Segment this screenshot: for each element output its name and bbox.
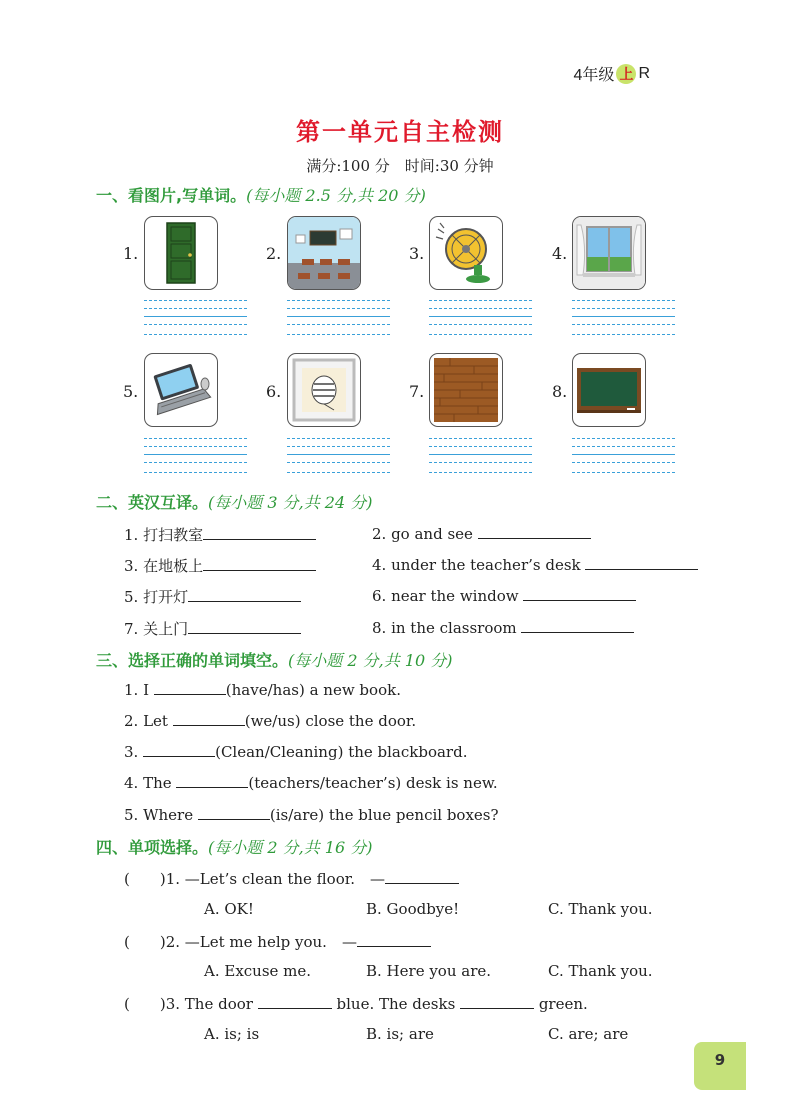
item-number: 8.: [552, 382, 568, 401]
window-icon: [573, 217, 645, 289]
item-number: 2.: [266, 244, 282, 263]
choice-question: ( )1. —Let’s clean the floor. —: [124, 868, 459, 889]
translate-item: 3. 在地板上: [124, 555, 316, 576]
answer-blank[interactable]: [460, 994, 534, 1009]
answer-blank[interactable]: [385, 869, 459, 884]
grade-mark: 上: [616, 64, 636, 84]
answer-paren[interactable]: ( ): [124, 870, 166, 888]
fill-item: 2. Let (we/us) close the door.: [124, 712, 417, 730]
picture-picture: [287, 353, 361, 427]
grade-prefix: 4年级: [573, 67, 615, 84]
option-a: A. Excuse me.: [204, 962, 312, 980]
answer-blank[interactable]: [176, 773, 248, 788]
answer-lines[interactable]: [572, 438, 675, 473]
section1-title: 一、看图片,写单词。: [96, 186, 247, 205]
translate-item: 5. 打开灯: [124, 586, 301, 607]
option-a: A. is; is: [204, 1025, 260, 1043]
translate-item: 8. in the classroom: [372, 618, 634, 637]
answer-blank[interactable]: [585, 555, 698, 570]
answer-lines[interactable]: [144, 300, 247, 335]
classroom-icon: [288, 217, 360, 289]
answer-blank[interactable]: [198, 805, 270, 820]
answer-lines[interactable]: [572, 300, 675, 335]
answer-paren[interactable]: ( ): [124, 995, 166, 1013]
grade-label: [574, 62, 650, 85]
answer-blank[interactable]: [521, 618, 634, 633]
grade-suffix: R: [638, 64, 650, 82]
section4-title: 四、单项选择。: [96, 838, 209, 857]
classroom-picture: [287, 216, 361, 290]
section2-title: 二、英汉互译。: [96, 493, 209, 512]
option-a: A. OK!: [204, 900, 254, 918]
picture-icon: [288, 354, 360, 426]
choice-question: ( )2. —Let me help you. —: [124, 931, 431, 952]
answer-blank[interactable]: [173, 711, 245, 726]
computer-picture: [144, 353, 218, 427]
computer-icon: [145, 354, 217, 426]
answer-paren[interactable]: ( ): [124, 933, 166, 951]
option-b: B. is; are: [366, 1025, 434, 1043]
blackboard-icon: [573, 354, 645, 426]
floor-picture: [429, 353, 503, 427]
translate-item: 6. near the window: [372, 586, 636, 605]
fan-icon: [430, 217, 502, 289]
translate-item: 2. go and see: [372, 524, 591, 543]
item-number: 3.: [409, 244, 425, 263]
fan-picture: [429, 216, 503, 290]
translate-item: 7. 关上门: [124, 618, 301, 639]
section3-title: 三、选择正确的单词填空。: [96, 651, 289, 670]
choice-question: ( )3. The door blue. The desks green.: [124, 995, 588, 1013]
answer-blank[interactable]: [203, 556, 316, 571]
score-line: 满分:100 分 时间:30 分钟: [306, 157, 494, 175]
item-number: 5.: [123, 382, 139, 401]
answer-blank[interactable]: [143, 742, 215, 757]
answer-lines[interactable]: [287, 300, 390, 335]
option-c: C. Thank you.: [548, 962, 653, 980]
section3-heading: [96, 648, 452, 671]
translate-item: 1. 打扫教室: [124, 524, 316, 545]
answer-blank[interactable]: [357, 932, 431, 947]
page-title: 第一单元自主检测: [296, 118, 504, 146]
answer-blank[interactable]: [203, 525, 316, 540]
section4-note: (每小题 2 分,共 16 分): [208, 838, 373, 857]
blackboard-picture: [572, 353, 646, 427]
section4-heading: [96, 835, 372, 858]
answer-blank[interactable]: [188, 619, 301, 634]
window-picture: [572, 216, 646, 290]
option-b: B. Here you are.: [366, 962, 492, 980]
item-number: 1.: [123, 244, 139, 263]
section3-note: (每小题 2 分,共 10 分): [288, 651, 453, 670]
item-number: 7.: [409, 382, 425, 401]
door-picture: [144, 216, 218, 290]
answer-blank[interactable]: [523, 586, 636, 601]
section1-note: (每小题 2.5 分,共 20 分): [246, 186, 426, 205]
door-icon: [145, 217, 217, 289]
section2-note: (每小题 3 分,共 24 分): [208, 493, 373, 512]
answer-lines[interactable]: [429, 300, 532, 335]
fill-item: 5. Where (is/are) the blue pencil boxes?: [124, 806, 499, 824]
floor-icon: [430, 354, 502, 426]
answer-lines[interactable]: [287, 438, 390, 473]
option-c: C. Thank you.: [548, 900, 653, 918]
fill-item: 4. The (teachers/teacher’s) desk is new.: [124, 774, 498, 792]
item-number: 6.: [266, 382, 282, 401]
answer-blank[interactable]: [154, 680, 226, 695]
section1-heading: [96, 183, 426, 206]
item-number: 4.: [552, 244, 568, 263]
option-b: B. Goodbye!: [366, 900, 460, 918]
translate-item: 4. under the teacher’s desk: [372, 555, 698, 574]
answer-lines[interactable]: [144, 438, 247, 473]
answer-blank[interactable]: [478, 524, 591, 539]
section2-heading: [96, 490, 372, 513]
fill-item: 3. (Clean/Cleaning) the blackboard.: [124, 743, 468, 761]
option-c: C. are; are: [548, 1025, 629, 1043]
answer-blank[interactable]: [258, 994, 332, 1009]
page-number: 9: [694, 1042, 746, 1090]
answer-blank[interactable]: [188, 587, 301, 602]
fill-item: 1. I (have/has) a new book.: [124, 681, 401, 699]
answer-lines[interactable]: [429, 438, 532, 473]
